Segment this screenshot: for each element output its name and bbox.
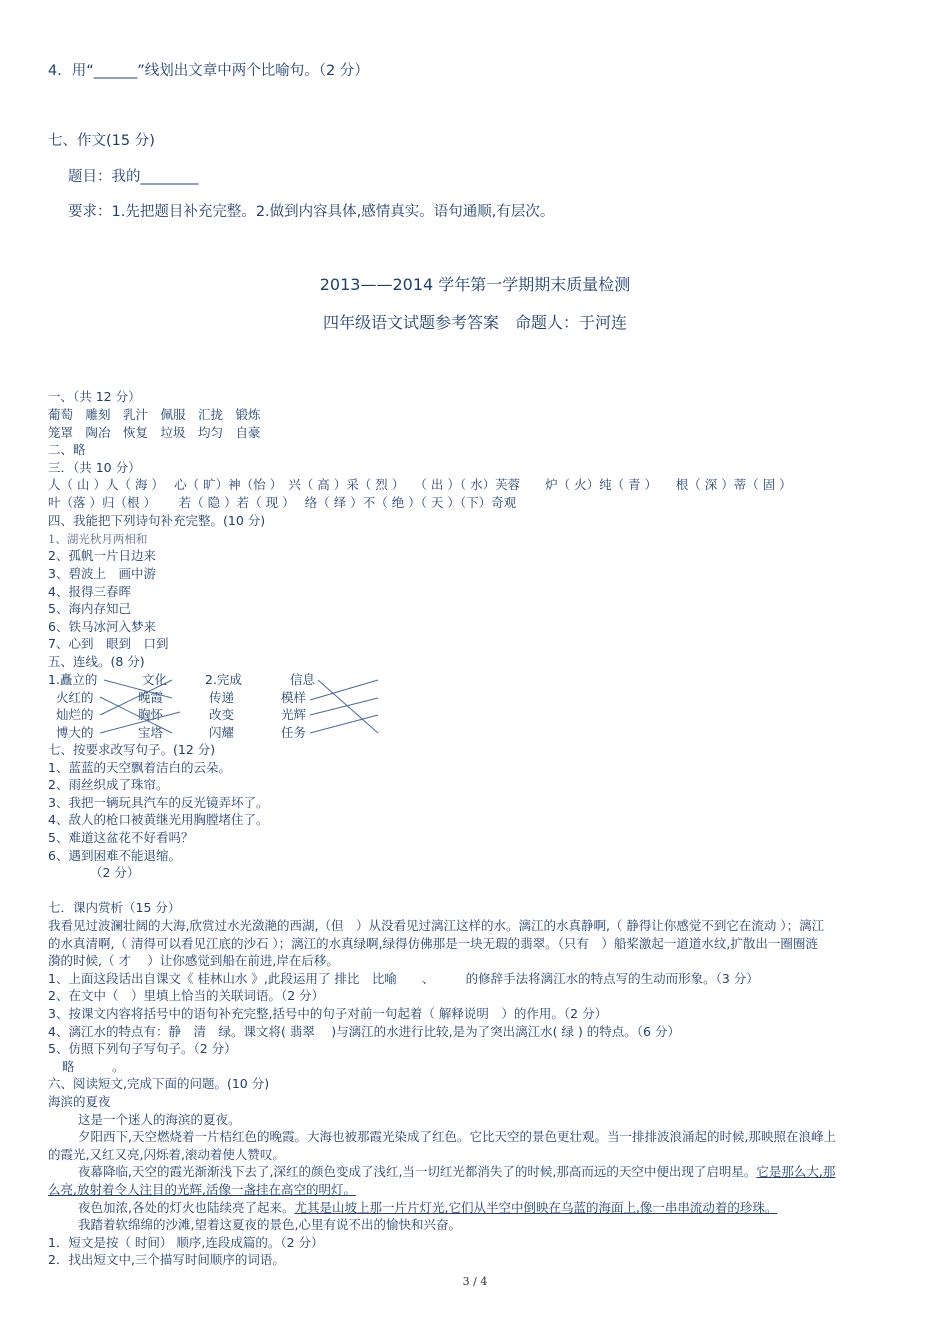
passage-paragraph: 我踏着软绵绵的沙滩,望着这夏夜的景色,心里有说不出的愉快和兴奋。 bbox=[78, 1217, 461, 1232]
sec7b-question: 2、在文中（ ）里填上恰当的关联词语。（2 分） bbox=[48, 988, 325, 1003]
match-right-word: 任务 bbox=[281, 725, 307, 740]
match-right-word: 光辉 bbox=[281, 707, 307, 722]
sec7b-question: 4、漓江水的特点有：静 清 绿。课文将( 翡翠 )与漓江的水进行比较,是为了突出漓江水( 绿 ) 的特点。（6 分） bbox=[48, 1024, 680, 1039]
sec6-question: 2．找出短文中,三个描写时间顺序的词语。 bbox=[48, 1252, 285, 1267]
sec3-row: 叶（落 ）归（根 ） 若（ 隐 ）若（ 现 ） 络（ 绎 ）不（ 绝 ）（ 天 ）（下）奇观 bbox=[48, 495, 517, 510]
underlined-simile: 么亮,放射着令人注目的光辉,活像一盏挂在高空的明灯。 bbox=[48, 1182, 356, 1197]
sec7a-item: 4、敌人的枪口被黄继光用胸膛堵住了。 bbox=[48, 812, 269, 827]
sec4-item: 7、心到 眼到 口到 bbox=[48, 636, 169, 651]
passage-title: 海滨的夏夜 bbox=[48, 1094, 111, 1109]
match-left-word: 传递 bbox=[209, 690, 235, 705]
sec7b-passage: 漪的时候,（ 才 ）让你感觉到船在前进,岸在后移。 bbox=[48, 953, 339, 968]
sec7a-item: 1、蓝蓝的天空飘着洁白的云朵。 bbox=[48, 760, 231, 775]
match-left-word: 灿烂的 bbox=[56, 707, 94, 722]
sec6-question: 1．短文是按（ 时间） 顺序,连段成篇的。（2 分） bbox=[48, 1235, 324, 1250]
sec7a-item: 3、我把一辆玩具汽车的反光镜弄坏了。 bbox=[48, 795, 269, 810]
sec7b-passage: 的水真清啊,（ 清得可以看见江底的沙石 ）；漓江的水真绿啊,绿得仿佛那是一块无瑕的翡翠。（只有 ）船桨激起一道道水纹,扩散出一圈圈涟 bbox=[48, 936, 818, 951]
sec7a-item: 5、难道这盆花不好看吗？ bbox=[48, 830, 194, 845]
question-4: 4．用“______”线划出文章中两个比喻句。（2 分） bbox=[48, 63, 369, 79]
passage-text: 夜幕降临,天空的霞光渐渐浅下去了,深红的颜色变成了浅红,当一切红光都消失了的时候,那高而远的天空中便出现了启明星。 bbox=[78, 1164, 757, 1179]
match-line bbox=[104, 680, 172, 698]
page-number: 3 / 4 bbox=[462, 1275, 488, 1288]
match-group1-label: 1.矗立的 bbox=[48, 672, 98, 687]
match-group2-label: 2.完成 bbox=[205, 672, 242, 687]
match-left-word: 闪耀 bbox=[209, 725, 235, 740]
match-left-word: 改变 bbox=[209, 707, 235, 722]
sec7a-score: （2 分） bbox=[90, 865, 140, 880]
sec7b-passage: 我看见过波澜壮阔的大海,欣赏过水光潋滟的西湖,（但 ）从没看见过漓江这样的水。漓江的水真静啊,（ 静得让你感觉不到它在流动 ）；漓江 bbox=[48, 918, 825, 933]
sec4-item: 2、孤帆一片日边来 bbox=[48, 548, 156, 563]
passage-paragraph: 夕阳西下,天空燃烧着一片桔红色的晚霞。大海也被那霞光染成了红色。它比天空的景色更壮观。当一排排波浪涌起的时候,那映照在浪峰上 bbox=[78, 1129, 836, 1144]
match-right-word: 宝塔 bbox=[138, 725, 164, 740]
sec4-item: 6、铁马冰河入梦来 bbox=[48, 619, 156, 634]
sec4-item: 1、湖光秋月两相和 bbox=[48, 532, 148, 546]
essay-requirements: 要求：1.先把题目补充完整。2.做到内容具体,感情真实。语句通顺,有层次。 bbox=[68, 204, 555, 220]
sec6-heading: 六、阅读短文,完成下面的问题。(10 分) bbox=[48, 1076, 270, 1091]
essay-heading: 七、作文(15 分) bbox=[48, 133, 155, 149]
passage-paragraph bbox=[78, 1199, 777, 1217]
sec3-row: 人（ 山 ）人（ 海 ） 心（ 旷）神（怡 ） 兴（ 高 ）采（ 烈 ） （ 出 ）（ 水）芙蓉 炉（ 火）纯（ 青 ） 根（ 深 ）蒂（ 固 ） bbox=[48, 477, 792, 492]
answer-title: 2013——2014 学年第一学期期末质量检测 bbox=[319, 275, 631, 294]
sec3-heading: 三．（共 10 分） bbox=[48, 460, 141, 475]
match-right-word: 文化 bbox=[142, 672, 168, 687]
passage-paragraph: 的霞光,又红又亮,闪烁着,滚动着使人赞叹。 bbox=[48, 1147, 285, 1162]
match-left-word: 火红的 bbox=[56, 690, 94, 705]
match-line bbox=[310, 698, 378, 715]
sec7a-item: 2、雨丝织成了珠帘。 bbox=[48, 777, 169, 792]
match-left-word: 博大的 bbox=[56, 725, 94, 740]
match-right-word: 信息 bbox=[290, 672, 316, 687]
match-line bbox=[310, 680, 378, 700]
passage-text: 夜色加浓,各处的灯火也陆续亮了起来。 bbox=[78, 1200, 295, 1215]
sec7b-question: 1、上面这段话出自课文《 桂林山水 》,此段运用了 排比 比喻 、 的修辞手法将漓江水的特点写的生动而形象。（3 分） bbox=[48, 971, 759, 986]
sec4-item: 5、海内存知己 bbox=[48, 601, 131, 616]
passage-paragraph bbox=[78, 1163, 835, 1181]
sec4-heading: 四、我能把下列诗句补充完整。(10 分) bbox=[48, 513, 266, 528]
match-line bbox=[100, 712, 180, 733]
match-right-word: 晚霞 bbox=[138, 690, 164, 705]
sec1-row: 笼罩 陶冶 恢复 垃圾 均匀 自豪 bbox=[48, 425, 261, 440]
passage-paragraph: 这是一个迷人的海滨的夏夜。 bbox=[78, 1112, 241, 1127]
match-right-word: 模样 bbox=[281, 690, 307, 705]
sec7b-question: 5、仿照下列句子写句子。（2 分） bbox=[48, 1041, 237, 1056]
match-line bbox=[318, 680, 378, 733]
sec5-heading: 五、连线。(8 分) bbox=[48, 654, 145, 669]
match-line bbox=[100, 680, 172, 715]
underlined-simile: 它是那么大,那 bbox=[756, 1164, 836, 1179]
sec7b-answer: 略 。 bbox=[62, 1059, 125, 1074]
sec7b-question: 3、按课文内容将括号中的语句补充完整,括号中的句子对前一句起着（ 解释说明 ）的作用。（2 分） bbox=[48, 1006, 608, 1021]
answer-subtitle: 四年级语文试题参考答案 命题人：于河连 bbox=[322, 313, 627, 332]
match-line bbox=[100, 697, 172, 733]
sec4-item: 3、碧波上 画中游 bbox=[48, 566, 156, 581]
sec2-heading: 二、略 bbox=[48, 442, 86, 457]
match-right-word: 胸怀 bbox=[138, 707, 164, 722]
sec1-heading: 一、（共 12 分） bbox=[48, 389, 141, 404]
underlined-simile: 尤其是山坡上那一片片灯光,它们从半空中倒映在乌蓝的海面上,像一串串流动着的珍珠。 bbox=[294, 1200, 778, 1215]
sec7a-heading: 七、按要求改写句子。(12 分) bbox=[48, 742, 216, 757]
sec1-row: 葡萄 雕刻 乳汁 佩服 汇拢 锻炼 bbox=[48, 407, 261, 422]
sec7a-item: 6、遇到困难不能退缩。 bbox=[48, 848, 181, 863]
sec7b-heading: 七．课内赏析（15 分） bbox=[48, 900, 181, 915]
sec4-item: 4、报得三春晖 bbox=[48, 584, 131, 599]
essay-topic: 题目：我的________ bbox=[68, 169, 199, 185]
